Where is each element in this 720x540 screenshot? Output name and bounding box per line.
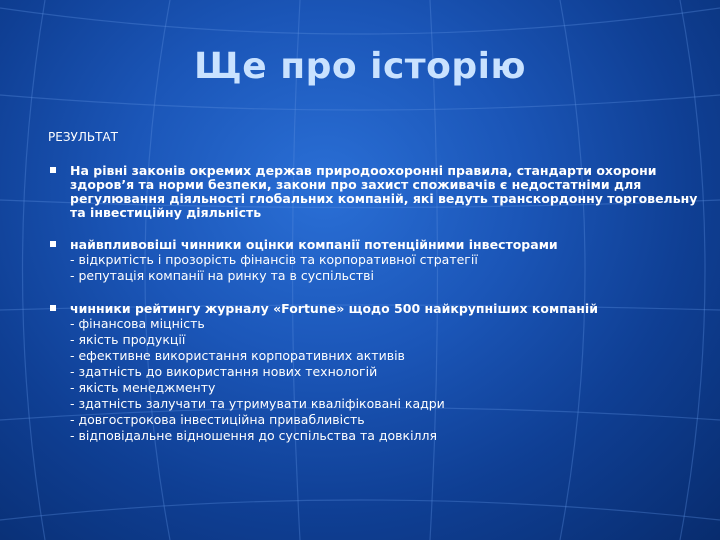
- bullet-item: [48, 164, 698, 220]
- sub-item: - відповідальне відношення до суспільства та довкілля: [70, 428, 438, 443]
- square-bullet-icon: [50, 241, 56, 247]
- sub-item: - якість продукції: [70, 332, 186, 347]
- sub-item: - репутація компанії на ринку та в суспільстві: [70, 268, 374, 283]
- slide-title: Ще про історію: [194, 46, 526, 87]
- sub-item: - якість менеджменту: [70, 380, 216, 395]
- sub-item: - ефективне використання корпоративних активів: [70, 348, 405, 363]
- square-bullet-icon: [50, 305, 56, 311]
- sub-item: - довгострокова інвестиційна привабливість: [70, 412, 365, 427]
- sub-item: - відкритість і прозорість фінансів та корпоративної стратегії: [70, 252, 478, 267]
- square-bullet-icon: [50, 167, 56, 173]
- slide-content: [48, 130, 698, 462]
- bullet-item: [48, 238, 698, 284]
- bullet-item: [48, 302, 698, 444]
- sub-item: - здатність до використання нових технологій: [70, 364, 378, 379]
- bullet-text: найвпливовіші чинники оцінки компанії потенційними інвесторами: [70, 237, 558, 252]
- bullet-text: чинники рейтингу журналу «Fortune» щодо 500 найкрупніших компаній: [70, 301, 598, 316]
- bullet-text: На рівні законів окремих держав природоохоронні правила, стандарти охорони здоров’я та норми безпеки, закони про захист споживачів є недостатніми для регулювання діяльності глобальних компаній, які ведуть транскордонну торговельну та інвестиційну діяльність: [70, 163, 698, 220]
- sub-item: - фінансова міцність: [70, 316, 205, 331]
- sub-item: - здатність залучати та утримувати кваліфіковані кадри: [70, 396, 445, 411]
- section-heading: РЕЗУЛЬТАТ: [48, 130, 118, 144]
